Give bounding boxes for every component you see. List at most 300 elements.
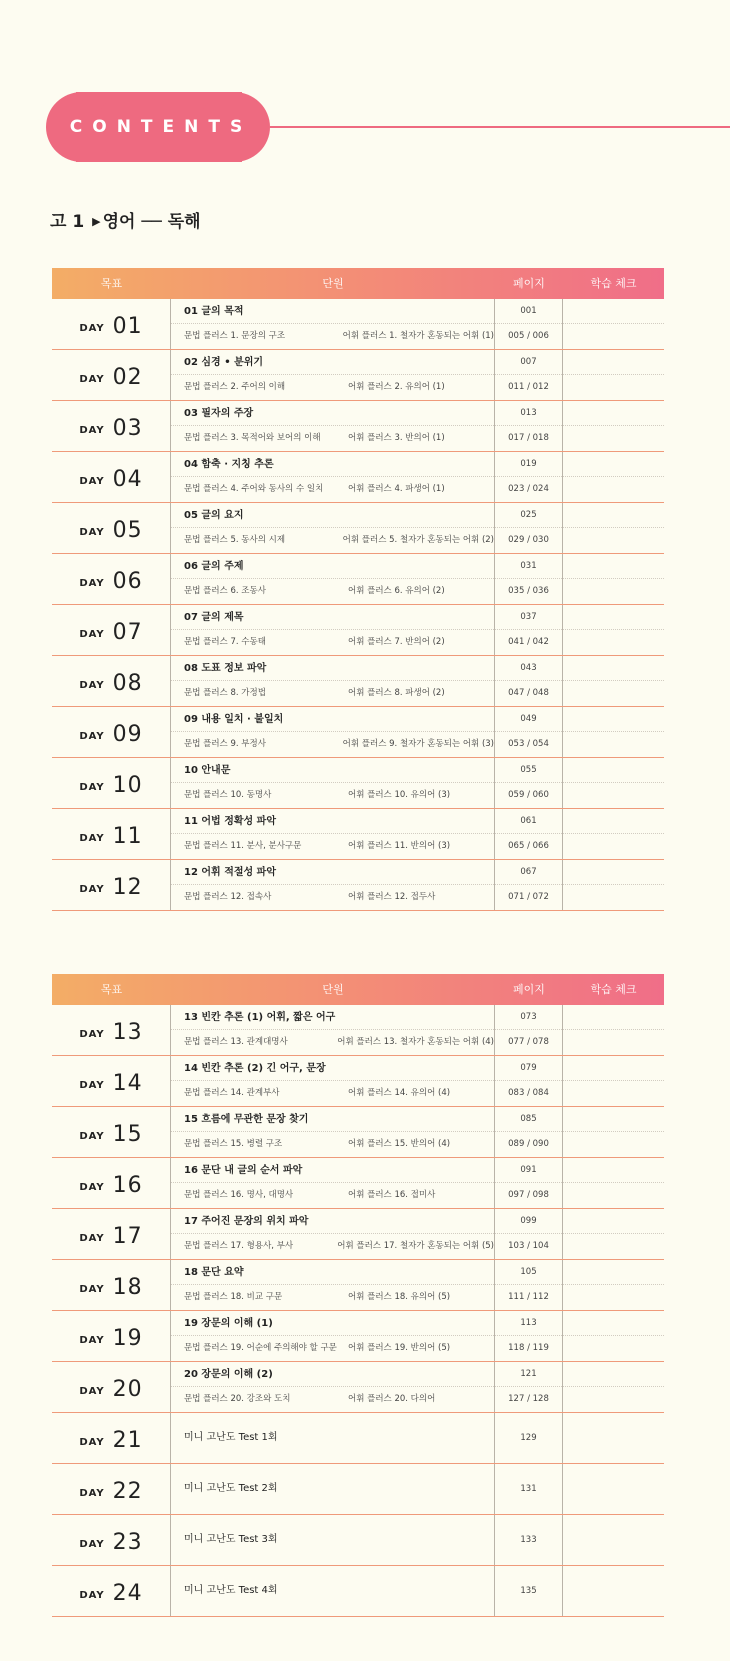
study-check-cell[interactable] — [563, 554, 664, 604]
page-extras: 047 / 048 — [508, 688, 549, 698]
study-check-cell[interactable] — [563, 1056, 664, 1106]
page-extras: 118 / 119 — [508, 1343, 549, 1353]
grammar-plus: 문법 플러스 7. 수동태 — [184, 637, 266, 647]
study-check-box[interactable] — [563, 528, 664, 553]
unit-cell — [171, 1056, 495, 1106]
day-label: DAY — [79, 374, 105, 385]
page-main: 079 — [495, 1056, 562, 1081]
page-main: 007 — [495, 350, 562, 375]
unit-title: 11 어법 정확성 파악 — [171, 809, 494, 834]
study-check-box[interactable] — [563, 375, 664, 400]
study-check-cell[interactable] — [563, 503, 664, 553]
page-cell — [495, 554, 563, 604]
vocab-plus: 어휘 플러스 8. 파생어 (2) — [348, 688, 445, 698]
page-extras: 089 / 090 — [508, 1139, 549, 1149]
study-check-box[interactable] — [563, 426, 664, 451]
study-check-box[interactable] — [563, 1081, 664, 1106]
grammar-plus: 문법 플러스 16. 명사, 대명사 — [184, 1190, 294, 1200]
day-number: 09 — [112, 721, 143, 747]
unit-extras — [171, 1132, 494, 1157]
study-check-box[interactable] — [563, 630, 664, 655]
unit-title: 미니 고난도 Test 4회 — [184, 1585, 278, 1596]
header-page: 페이지 — [513, 277, 545, 290]
header-rule — [270, 126, 730, 128]
page-extras: 103 / 104 — [508, 1241, 549, 1251]
day-cell — [52, 656, 171, 706]
day-label: DAY — [79, 1437, 105, 1448]
unit-cell — [171, 350, 495, 400]
grammar-plus: 문법 플러스 19. 어순에 주의해야 할 구문 — [184, 1343, 337, 1353]
day-number: 11 — [112, 823, 143, 849]
grammar-plus: 문법 플러스 12. 접속사 — [184, 892, 272, 902]
contents-badge — [46, 88, 270, 164]
page-cell — [495, 707, 563, 757]
table-row — [52, 350, 664, 401]
grammar-plus: 문법 플러스 8. 가정법 — [184, 688, 266, 698]
study-check-cell[interactable] — [563, 1515, 664, 1565]
unit-title: 10 안내문 — [171, 758, 494, 783]
unit-cell — [171, 452, 495, 502]
subject-name: 영어 ── 독해 — [102, 212, 201, 232]
unit-cell — [171, 758, 495, 808]
study-check-box[interactable] — [563, 1285, 664, 1310]
day-number: 15 — [112, 1121, 143, 1147]
unit-title: 02 심경 • 분위기 — [171, 350, 494, 375]
grammar-plus: 문법 플러스 1. 문장의 구조 — [184, 331, 286, 341]
unit-cell — [171, 1464, 495, 1514]
study-check-box[interactable] — [563, 554, 664, 579]
day-number: 18 — [112, 1274, 143, 1300]
unit-cell — [171, 1107, 495, 1157]
day-number: 20 — [112, 1376, 143, 1402]
study-check-box[interactable] — [563, 324, 664, 349]
unit-extras — [171, 885, 494, 910]
day-cell — [52, 1158, 171, 1208]
unit-cell — [171, 605, 495, 655]
grammar-plus: 문법 플러스 2. 주어의 이해 — [184, 382, 286, 392]
page-main: 031 — [495, 554, 562, 579]
study-check-cell[interactable] — [563, 656, 664, 706]
unit-title: 09 내용 일치 · 불일치 — [171, 707, 494, 732]
day-label: DAY — [79, 680, 105, 691]
unit-title: 13 빈칸 추론 (1) 어휘, 짧은 어구 — [171, 1005, 494, 1030]
day-cell — [52, 809, 171, 859]
study-check-box[interactable] — [563, 1030, 664, 1055]
study-check-box[interactable] — [563, 1056, 664, 1081]
unit-title: 미니 고난도 Test 1회 — [184, 1432, 278, 1443]
page-extras: 053 / 054 — [508, 739, 549, 749]
table-row — [52, 1107, 664, 1158]
table-row — [52, 605, 664, 656]
page-cell — [495, 605, 563, 655]
unit-extras — [171, 528, 494, 553]
unit-cell — [171, 554, 495, 604]
contents-header — [46, 88, 730, 164]
day-number: 14 — [112, 1070, 143, 1096]
unit-cell — [171, 1005, 495, 1055]
vocab-plus: 어휘 플러스 20. 다의어 — [348, 1394, 436, 1404]
grammar-plus: 문법 플러스 9. 부정사 — [184, 739, 266, 749]
day-number: 12 — [112, 874, 143, 900]
vocab-plus: 어휘 플러스 18. 유의어 (5) — [348, 1292, 451, 1302]
unit-title: 17 주어진 문장의 위치 파악 — [171, 1209, 494, 1234]
page-main: 121 — [495, 1362, 562, 1387]
unit-extras — [171, 1285, 494, 1310]
page-cell — [495, 452, 563, 502]
day-label: DAY — [79, 1488, 105, 1499]
day-cell — [52, 1005, 171, 1055]
vocab-plus: 어휘 플러스 13. 철자가 혼동되는 어휘 (4) — [337, 1037, 494, 1047]
study-check-box[interactable] — [563, 1387, 664, 1412]
study-check-cell[interactable] — [563, 1260, 664, 1310]
grammar-plus: 문법 플러스 4. 주어와 동사의 수 일치 — [184, 484, 324, 494]
unit-title: 20 장문의 이해 (2) — [171, 1362, 494, 1387]
unit-cell — [171, 1566, 495, 1616]
day-label: DAY — [79, 1233, 105, 1244]
day-label: DAY — [79, 833, 105, 844]
study-check-cell[interactable] — [563, 605, 664, 655]
unit-cell — [171, 707, 495, 757]
study-check-box[interactable] — [563, 758, 664, 783]
day-cell — [52, 1464, 171, 1514]
study-check-box[interactable] — [563, 681, 664, 706]
unit-extras — [171, 375, 494, 400]
table-row — [52, 401, 664, 452]
unit-cell — [171, 1209, 495, 1259]
contents-table-1 — [52, 268, 664, 911]
unit-cell — [171, 299, 495, 349]
grammar-plus: 문법 플러스 11. 분사, 분사구문 — [184, 841, 302, 851]
study-check-cell[interactable] — [563, 707, 664, 757]
page-extras: 065 / 066 — [508, 841, 549, 851]
unit-extras — [171, 1030, 494, 1055]
day-label: DAY — [79, 578, 105, 589]
unit-cell — [171, 860, 495, 910]
study-check-cell[interactable] — [563, 1464, 664, 1514]
vocab-plus: 어휘 플러스 16. 접미사 — [348, 1190, 436, 1200]
study-check-box[interactable] — [563, 783, 664, 808]
study-check-cell[interactable] — [563, 1566, 664, 1616]
table-row — [52, 1515, 664, 1566]
vocab-plus: 어휘 플러스 9. 철자가 혼동되는 어휘 (3) — [342, 739, 494, 749]
unit-title: 미니 고난도 Test 3회 — [184, 1534, 278, 1545]
day-cell — [52, 860, 171, 910]
day-label: DAY — [79, 527, 105, 538]
day-number: 13 — [112, 1019, 143, 1045]
day-number: 17 — [112, 1223, 143, 1249]
table-row — [52, 1260, 664, 1311]
header-unit: 단원 — [322, 277, 344, 290]
table-row — [52, 452, 664, 503]
unit-extras — [171, 1183, 494, 1208]
study-check-box[interactable] — [563, 1362, 664, 1387]
vocab-plus: 어휘 플러스 15. 반의어 (4) — [348, 1139, 451, 1149]
unit-extras — [171, 630, 494, 655]
table-row — [52, 656, 664, 707]
day-label: DAY — [79, 629, 105, 640]
page-extras: 097 / 098 — [508, 1190, 549, 1200]
study-check-cell[interactable] — [563, 1209, 664, 1259]
header-goal: 목표 — [100, 983, 123, 996]
study-check-cell[interactable] — [563, 452, 664, 502]
study-check-cell[interactable] — [563, 809, 664, 859]
table-row — [52, 1566, 664, 1617]
unit-extras — [171, 579, 494, 604]
page-extras: 083 / 084 — [508, 1088, 549, 1098]
unit-title: 14 빈칸 추론 (2) 긴 어구, 문장 — [171, 1056, 494, 1081]
day-number: 05 — [112, 517, 143, 543]
page-cell — [495, 299, 563, 349]
study-check-cell[interactable] — [563, 350, 664, 400]
table-row — [52, 1464, 664, 1515]
day-cell — [52, 503, 171, 553]
day-number: 03 — [112, 415, 143, 441]
contents-table-2 — [52, 974, 664, 1617]
grammar-plus: 문법 플러스 6. 조동사 — [184, 586, 266, 596]
page-extras: 077 / 078 — [508, 1037, 549, 1047]
table-row — [52, 1158, 664, 1209]
day-number: 16 — [112, 1172, 143, 1198]
page-extras: 017 / 018 — [508, 433, 549, 443]
page-main: 013 — [495, 401, 562, 426]
day-number: 06 — [112, 568, 143, 594]
unit-extras — [171, 477, 494, 502]
study-check-box[interactable] — [563, 1132, 664, 1157]
study-check-box[interactable] — [563, 1107, 664, 1132]
study-check-box[interactable] — [563, 1209, 664, 1234]
day-cell — [52, 758, 171, 808]
study-check-cell[interactable] — [563, 1413, 664, 1463]
page-extras: 023 / 024 — [508, 484, 549, 494]
day-number: 10 — [112, 772, 143, 798]
unit-cell — [171, 401, 495, 451]
unit-extras — [171, 1081, 494, 1106]
table-row — [52, 1311, 664, 1362]
page-main: 055 — [495, 758, 562, 783]
day-label: DAY — [79, 1590, 105, 1601]
page-cell — [495, 809, 563, 859]
unit-title: 미니 고난도 Test 2회 — [184, 1483, 278, 1494]
unit-extras — [171, 1387, 494, 1412]
grammar-plus: 문법 플러스 13. 관계대명사 — [184, 1037, 288, 1047]
unit-cell — [171, 1158, 495, 1208]
day-label: DAY — [79, 884, 105, 895]
unit-extras — [171, 681, 494, 706]
unit-title: 08 도표 정보 파악 — [171, 656, 494, 681]
page-main: 085 — [495, 1107, 562, 1132]
day-number: 22 — [112, 1478, 143, 1504]
study-check-cell[interactable] — [563, 758, 664, 808]
page-main: 049 — [495, 707, 562, 732]
page-extras: 005 / 006 — [508, 331, 549, 341]
day-label: DAY — [79, 476, 105, 487]
study-check-box[interactable] — [563, 579, 664, 604]
vocab-plus: 어휘 플러스 19. 반의어 (5) — [348, 1343, 451, 1353]
page-cell — [495, 1515, 563, 1565]
unit-title: 15 흐름에 무관한 문장 찾기 — [171, 1107, 494, 1132]
grammar-plus: 문법 플러스 10. 동명사 — [184, 790, 272, 800]
study-check-box[interactable] — [563, 1336, 664, 1361]
day-number: 21 — [112, 1427, 143, 1453]
unit-extras — [171, 1336, 494, 1361]
header-unit: 단원 — [322, 983, 344, 996]
study-check-box[interactable] — [563, 809, 664, 834]
grammar-plus: 문법 플러스 17. 형용사, 부사 — [184, 1241, 294, 1251]
study-check-cell[interactable] — [563, 1005, 664, 1055]
unit-cell — [171, 809, 495, 859]
page-extras: 011 / 012 — [508, 382, 549, 392]
unit-title: 12 어휘 적절성 파악 — [171, 860, 494, 885]
unit-cell — [171, 656, 495, 706]
page-cell — [495, 1260, 563, 1310]
page-main: 019 — [495, 452, 562, 477]
study-check-cell[interactable] — [563, 1107, 664, 1157]
page-cell — [495, 1464, 563, 1514]
study-check-box[interactable] — [563, 1311, 664, 1336]
vocab-plus: 어휘 플러스 5. 철자가 혼동되는 어휘 (2) — [342, 535, 494, 545]
unit-title: 16 문단 내 글의 순서 파악 — [171, 1158, 494, 1183]
study-check-cell[interactable] — [563, 860, 664, 910]
page-main: 133 — [520, 1535, 537, 1545]
unit-title: 04 함축 · 지칭 추론 — [171, 452, 494, 477]
header-goal: 목표 — [100, 277, 123, 290]
page-cell — [495, 1362, 563, 1412]
day-number: 07 — [112, 619, 143, 645]
unit-extras — [171, 426, 494, 451]
grammar-plus: 문법 플러스 5. 동사의 시제 — [184, 535, 286, 545]
study-check-cell[interactable] — [563, 401, 664, 451]
grammar-plus: 문법 플러스 15. 병렬 구조 — [184, 1139, 283, 1149]
unit-cell — [171, 1311, 495, 1361]
day-label: DAY — [79, 1080, 105, 1091]
study-check-cell[interactable] — [563, 1311, 664, 1361]
study-check-box[interactable] — [563, 656, 664, 681]
page-cell — [495, 1209, 563, 1259]
study-check-box[interactable] — [563, 1260, 664, 1285]
study-check-cell[interactable] — [563, 1158, 664, 1208]
day-number: 04 — [112, 466, 143, 492]
vocab-plus: 어휘 플러스 4. 파생어 (1) — [348, 484, 445, 494]
study-check-box[interactable] — [563, 1005, 664, 1030]
page-cell — [495, 1005, 563, 1055]
page-cell — [495, 401, 563, 451]
vocab-plus: 어휘 플러스 17. 철자가 혼동되는 어휘 (5) — [337, 1241, 494, 1251]
day-cell — [52, 605, 171, 655]
table-row — [52, 554, 664, 605]
vocab-plus: 어휘 플러스 11. 반의어 (3) — [348, 841, 451, 851]
grammar-plus: 문법 플러스 3. 목적어와 보어의 이해 — [184, 433, 321, 443]
page-main: 001 — [495, 299, 562, 324]
day-cell — [52, 1260, 171, 1310]
day-number: 02 — [112, 364, 143, 390]
unit-title: 06 글의 주제 — [171, 554, 494, 579]
unit-title: 19 장문의 이해 (1) — [171, 1311, 494, 1336]
vocab-plus: 어휘 플러스 2. 유의어 (1) — [348, 382, 445, 392]
vocab-plus: 어휘 플러스 3. 반의어 (1) — [348, 433, 445, 443]
study-check-box[interactable] — [563, 605, 664, 630]
day-cell — [52, 1413, 171, 1463]
page-cell — [495, 1566, 563, 1616]
study-check-box[interactable] — [563, 1183, 664, 1208]
day-label: DAY — [79, 425, 105, 436]
page-main: 067 — [495, 860, 562, 885]
study-check-box[interactable] — [563, 860, 664, 885]
study-check-box[interactable] — [563, 885, 664, 910]
unit-title: 05 글의 요지 — [171, 503, 494, 528]
table-row — [52, 1209, 664, 1260]
page-extras: 035 / 036 — [508, 586, 549, 596]
grammar-plus: 문법 플러스 14. 관계부사 — [184, 1088, 280, 1098]
subject-heading — [50, 207, 201, 232]
day-label: DAY — [79, 1539, 105, 1550]
vocab-plus: 어휘 플러스 12. 접두사 — [348, 892, 436, 902]
page-main: 073 — [495, 1005, 562, 1030]
page-main: 105 — [495, 1260, 562, 1285]
unit-cell — [171, 1362, 495, 1412]
unit-title: 03 필자의 주장 — [171, 401, 494, 426]
unit-extras — [171, 783, 494, 808]
page-main: 135 — [520, 1586, 537, 1596]
study-check-cell[interactable] — [563, 299, 664, 349]
grammar-plus: 문법 플러스 18. 비교 구문 — [184, 1292, 283, 1302]
study-check-box[interactable] — [563, 401, 664, 426]
study-check-box[interactable] — [563, 350, 664, 375]
table-row — [52, 1005, 664, 1056]
day-cell — [52, 350, 171, 400]
study-check-box[interactable] — [563, 707, 664, 732]
page-extras: 029 / 030 — [508, 535, 549, 545]
page-main: 099 — [495, 1209, 562, 1234]
day-cell — [52, 452, 171, 502]
unit-title: 01 글의 목적 — [171, 299, 494, 324]
day-cell — [52, 707, 171, 757]
day-cell — [52, 1566, 171, 1616]
vocab-plus: 어휘 플러스 14. 유의어 (4) — [348, 1088, 451, 1098]
table-header — [52, 974, 664, 1005]
study-check-box[interactable] — [563, 732, 664, 757]
page-main: 061 — [495, 809, 562, 834]
study-check-box[interactable] — [563, 452, 664, 477]
page-main: 131 — [520, 1484, 537, 1494]
day-cell — [52, 1107, 171, 1157]
study-check-box[interactable] — [563, 477, 664, 502]
page-cell — [495, 1056, 563, 1106]
day-number: 23 — [112, 1529, 143, 1555]
header-check: 학습 체크 — [590, 983, 637, 996]
page-cell — [495, 758, 563, 808]
header-check: 학습 체크 — [590, 277, 637, 290]
table-row — [52, 1056, 664, 1107]
study-check-box[interactable] — [563, 1234, 664, 1259]
study-check-box[interactable] — [563, 1158, 664, 1183]
table-row — [52, 503, 664, 554]
day-label: DAY — [79, 323, 105, 334]
page-cell — [495, 656, 563, 706]
study-check-box[interactable] — [563, 299, 664, 324]
header-page: 페이지 — [513, 983, 545, 996]
day-label: DAY — [79, 1029, 105, 1040]
study-check-box[interactable] — [563, 503, 664, 528]
unit-cell — [171, 1413, 495, 1463]
day-number: 19 — [112, 1325, 143, 1351]
study-check-box[interactable] — [563, 834, 664, 859]
unit-extras — [171, 834, 494, 859]
study-check-cell[interactable] — [563, 1362, 664, 1412]
table-row — [52, 758, 664, 809]
page-cell — [495, 1413, 563, 1463]
day-cell — [52, 554, 171, 604]
table-row — [52, 1362, 664, 1413]
